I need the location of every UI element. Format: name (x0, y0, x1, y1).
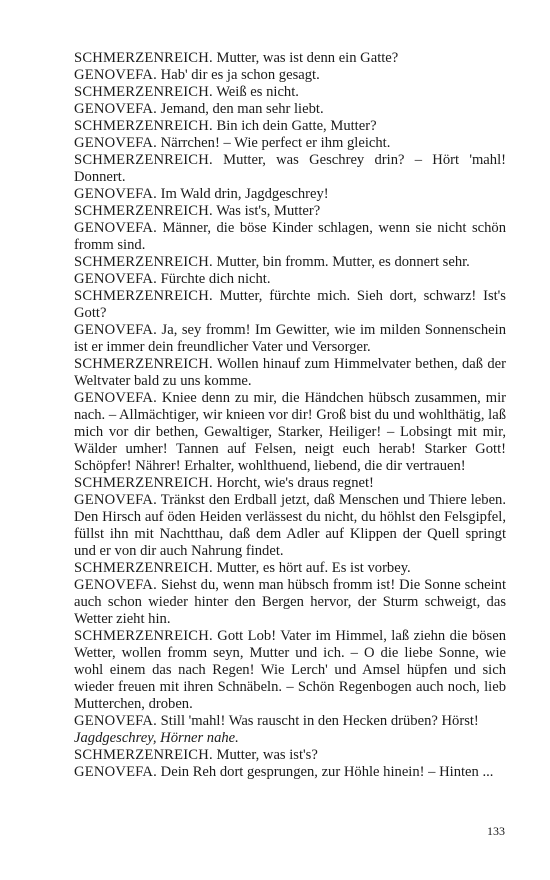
speaker-name: SCHMERZENREICH. (74, 203, 213, 219)
dialogue-line (74, 492, 506, 560)
dialogue-line (74, 271, 506, 288)
dialogue-text: Tränkst den Erdball jetzt, daß Menschen und Thiere leben. Den Hirsch auf öden Heiden verlässest du nicht, du höhlst den Felsgipfel, füllst ihn mit Nachtthau, daß dem Adler auf Klippen der Quell springt und er von dir auch Nahrung findet. (74, 492, 506, 559)
speaker-name: SCHMERZENREICH. (74, 254, 213, 270)
page-number: 133 (487, 824, 505, 838)
speaker-name: GENOVEFA. (74, 101, 158, 117)
dialogue-line (74, 135, 506, 152)
speaker-name: SCHMERZENREICH. (74, 475, 213, 491)
dialogue-line (74, 118, 506, 135)
dialogue-text: Hab' dir es ja schon gesagt. (160, 67, 320, 83)
dialogue-line (74, 577, 506, 628)
speaker-name: SCHMERZENREICH. (74, 118, 213, 134)
dialogue-text: Im Wald drin, Jagdgeschrey! (160, 186, 329, 202)
dialogue-text: Siehst du, wenn man hübsch fromm ist! Die Sonne scheint auch schon wieder hinter den Bergen hervor, der Sturm schweigt, das Wetter zieht hin. (74, 577, 506, 627)
speaker-name: SCHMERZENREICH. (74, 84, 213, 100)
speaker-name: GENOVEFA. (74, 390, 158, 406)
stage-direction: Jagdgeschrey, Hörner nahe. (74, 730, 239, 746)
dialogue-text: Fürchte dich nicht. (160, 271, 271, 287)
text-block (74, 50, 506, 781)
speaker-name: SCHMERZENREICH. (74, 288, 213, 304)
dialogue-text: Ja, sey fromm! Im Gewitter, wie im milden Sonnenschein ist er immer dein freundlicher Vater und Versorger. (74, 322, 506, 355)
dialogue-line (74, 747, 506, 764)
dialogue-text: Mutter, was ist's? (216, 747, 318, 763)
dialogue-line (74, 203, 506, 220)
dialogue-text: Was ist's, Mutter? (216, 203, 321, 219)
dialogue-text: Wollen hinauf zum Himmelvater bethen, daß der Weltvater bald zu uns komme. (74, 356, 506, 389)
dialogue-text: Mutter, was Geschrey drin? – Hört 'mahl! Donnert. (74, 152, 506, 185)
dialogue-text: Närrchen! – Wie perfect er ihm gleicht. (160, 135, 391, 151)
speaker-name: SCHMERZENREICH. (74, 628, 213, 644)
dialogue-line (74, 50, 506, 67)
dialogue-text: Gott Lob! Vater im Himmel, laß ziehn die bösen Wetter, wollen fromm seyn, Mutter und ich. – O die liebe Sonne, wie wohl einem das nach Regen! Wie Lerch' und Amsel hüpfen und sich wieder freuen mit ihren Schnäbeln. – Schön Regenbogen auch noch, lieb Mutterchen, droben. (74, 628, 506, 712)
speaker-name: GENOVEFA. (74, 713, 158, 729)
speaker-name: GENOVEFA. (74, 186, 158, 202)
dialogue-line (74, 67, 506, 84)
dialogue-line (74, 560, 506, 577)
speaker-name: SCHMERZENREICH. (74, 356, 213, 372)
dialogue-line (74, 390, 506, 475)
dialogue-text: Mutter, bin fromm. Mutter, es donnert sehr. (216, 254, 470, 270)
dialogue-line (74, 101, 506, 118)
dialogue-text: Dein Reh dort gesprungen, zur Höhle hinein! – Hinten ... (160, 764, 494, 780)
dialogue-line (74, 322, 506, 356)
dialogue-line (74, 254, 506, 271)
speaker-name: GENOVEFA. (74, 271, 158, 287)
speaker-name: SCHMERZENREICH. (74, 50, 213, 66)
dialogue-text: Männer, die böse Kinder schlagen, wenn sie nicht schön fromm sind. (74, 220, 506, 253)
speaker-name: GENOVEFA. (74, 577, 158, 593)
speaker-name: GENOVEFA. (74, 67, 158, 83)
dialogue-text: Still 'mahl! Was rauscht in den Hecken drüben? Hörst! (160, 713, 479, 729)
dialogue-text: Weiß es nicht. (216, 84, 299, 100)
dialogue-text: Bin ich dein Gatte, Mutter? (216, 118, 377, 134)
dialogue-text: Horcht, wie's draus regnet! (216, 475, 374, 491)
speaker-name: GENOVEFA. (74, 220, 158, 236)
dialogue-text: Jemand, den man sehr liebt. (160, 101, 324, 117)
dialogue-line (74, 356, 506, 390)
speaker-name: GENOVEFA. (74, 135, 158, 151)
dialogue-line (74, 713, 506, 747)
dialogue-line (74, 764, 506, 781)
speaker-name: GENOVEFA. (74, 322, 158, 338)
dialogue-text: Mutter, fürchte mich. Sieh dort, schwarz! Ist's Gott? (74, 288, 506, 321)
speaker-name: GENOVEFA. (74, 764, 158, 780)
speaker-name: SCHMERZENREICH. (74, 560, 213, 576)
dialogue-line (74, 152, 506, 186)
speaker-name: SCHMERZENREICH. (74, 152, 213, 168)
dialogue-line (74, 288, 506, 322)
dialogue-text: Mutter, es hört auf. Es ist vorbey. (216, 560, 411, 576)
dialogue-line (74, 475, 506, 492)
dialogue-line (74, 84, 506, 101)
dialogue-line (74, 220, 506, 254)
speaker-name: GENOVEFA. (74, 492, 158, 508)
dialogue-line (74, 628, 506, 713)
dialogue-text: Kniee denn zu mir, die Händchen hübsch zusammen, mir nach. – Allmächtiger, wir knieen vor dir! Groß bist du und wohlthätig, laß mich vor dir bethen, Gewaltiger, Starker, Heiliger! – Lobsingt mit mir, Wälder umher! Tannen auf Felsen, neigt euch herab! Starker Gott! Schöpfer! Nährer! Erhalter, wohlthuend, liebend, die dir vertrauen! (74, 390, 506, 474)
speaker-name: SCHMERZENREICH. (74, 747, 213, 763)
dialogue-line (74, 186, 506, 203)
dialogue-text: Mutter, was ist denn ein Gatte? (216, 50, 399, 66)
